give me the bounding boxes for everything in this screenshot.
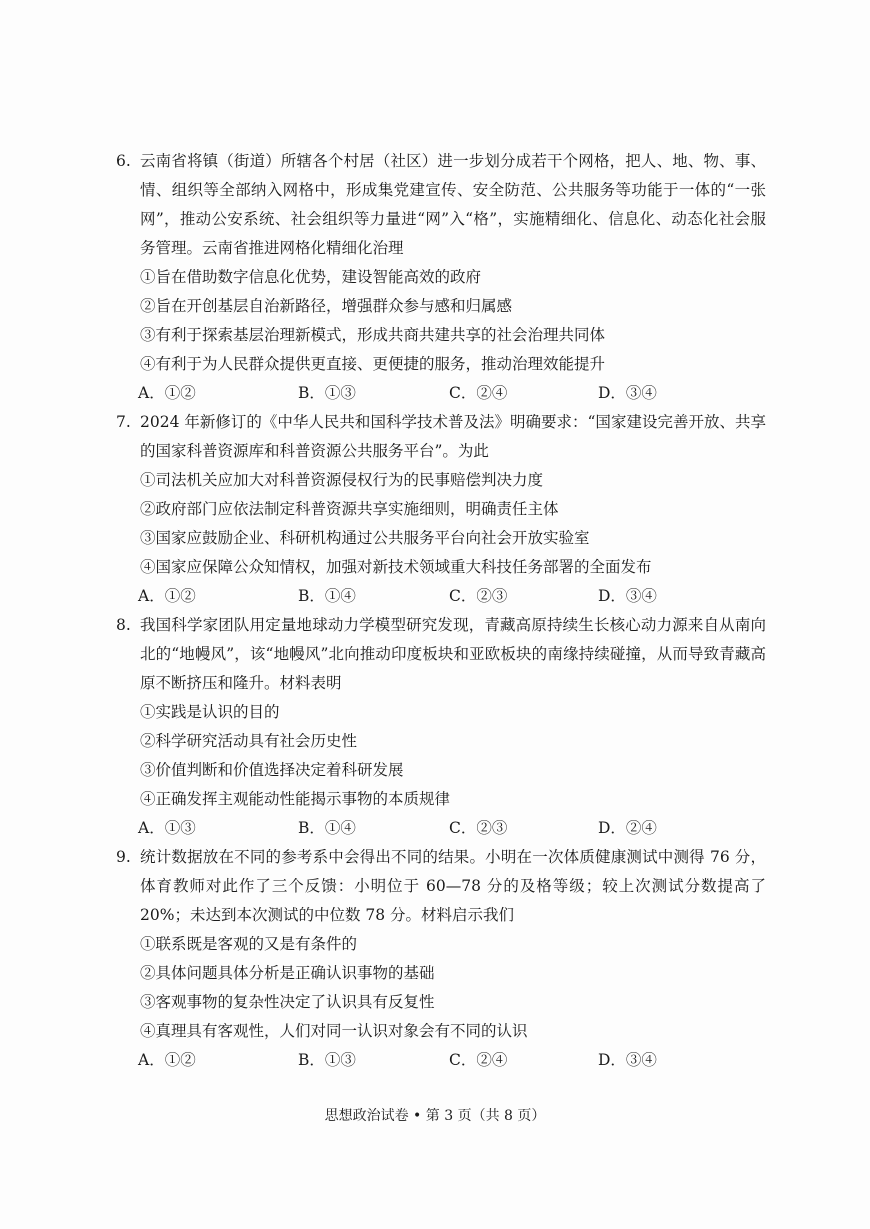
question-7	[116, 408, 766, 611]
statement-item: ④真理具有客观性，人们对同一认识对象会有不同的认识	[140, 1022, 528, 1040]
option-a: A．①③	[138, 819, 196, 837]
statement-list	[140, 263, 766, 379]
question-number: 9.	[116, 848, 131, 866]
answer-options	[138, 1046, 766, 1075]
statement-item: ④国家应保障公众知情权，加强对新技术领域重大科技任务部署的全面发布	[140, 558, 652, 576]
option-b: B．①③	[298, 384, 356, 402]
answer-options	[138, 379, 766, 408]
statement-item: ①旨在借助数字信息化优势，建设智能高效的政府	[140, 268, 482, 286]
statement-item: ②政府部门应依法制定科普资源共享实施细则，明确责任主体	[140, 500, 559, 518]
option-b: B．①③	[298, 1051, 356, 1069]
option-c: C．②④	[449, 1051, 508, 1069]
statement-item: ③有利于探索基层治理新模式，形成共商共建共享的社会治理共同体	[140, 326, 606, 344]
option-c: C．②④	[449, 384, 508, 402]
option-d: D．③④	[598, 384, 657, 402]
statement-item: ①实践是认识的目的	[140, 703, 280, 721]
statement-item: ③价值判断和价值选择决定着科研发展	[140, 761, 404, 779]
answer-options	[138, 814, 766, 843]
option-a: A．①②	[138, 384, 196, 402]
statement-item: ②科学研究活动具有社会历史性	[140, 732, 358, 750]
statement-item: ②旨在开创基层自治新路径，增强群众参与感和归属感	[140, 297, 513, 315]
statement-item: ②具体问题具体分析是正确认识事物的基础	[140, 964, 435, 982]
statement-list	[140, 466, 766, 582]
question-6	[116, 147, 766, 408]
option-d: D．③④	[598, 587, 657, 605]
question-stem: 我国科学家团队用定量地球动力学模型研究发现，青藏高原持续生长核心动力源来自从南向北的“地幔风”，该“地幔风”北向推动印度板块和亚欧板块的南缘持续碰撞，从而导致青藏高原不断挤压和隆升。材料表明	[140, 616, 766, 692]
statement-item: ③客观事物的复杂性决定了认识具有反复性	[140, 993, 435, 1011]
question-9	[116, 843, 766, 1075]
question-list	[116, 147, 766, 1075]
answer-options	[138, 582, 766, 611]
question-8	[116, 611, 766, 843]
option-a: A．①②	[138, 1051, 196, 1069]
statement-item: ③国家应鼓励企业、科研机构通过公共服务平台向社会开放实验室	[140, 529, 590, 547]
option-d: D．②④	[598, 819, 657, 837]
question-number: 8.	[116, 616, 131, 634]
statement-item: ④有利于为人民群众提供更直接、更便捷的服务，推动治理效能提升	[140, 355, 606, 373]
option-c: C．②③	[449, 587, 508, 605]
statement-item: ④正确发挥主观能动性能揭示事物的本质规律	[140, 790, 451, 808]
question-number: 6.	[116, 152, 131, 170]
option-b: B．①④	[298, 587, 356, 605]
question-stem: 2024 年新修订的《中华人民共和国科学技术普及法》明确要求：“国家建设完善开放、共享的国家科普资源库和科普资源公共服务平台”。为此	[140, 413, 766, 460]
statement-list	[140, 930, 766, 1046]
option-d: D．③④	[598, 1051, 657, 1069]
option-a: A．①②	[138, 587, 196, 605]
statement-item: ①司法机关应加大对科普资源侵权行为的民事赔偿判决力度	[140, 471, 544, 489]
statement-list	[140, 698, 766, 814]
question-stem: 统计数据放在不同的参考系中会得出不同的结果。小明在一次体质健康测试中测得 76 分，体育教师对此作了三个反馈：小明位于 60—78 分的及格等级；较上次测试分数提高了 20%；未达到本次测试的中位数 78 分。材料启示我们	[140, 848, 766, 924]
option-c: C．②③	[449, 819, 508, 837]
question-stem: 云南省将镇（街道）所辖各个村居（社区）进一步划分成若干个网格，把人、地、物、事、情、组织等全部纳入网格中，形成集党建宣传、安全防范、公共服务等功能于一体的“一张网”，推动公安系统、社会组织等力量进“网”入“格”，实施精细化、信息化、动态化社会服务管理。云南省推进网格化精细化治理	[140, 152, 766, 257]
option-b: B．①④	[298, 819, 356, 837]
question-number: 7.	[116, 413, 131, 431]
page-footer: 思想政治试卷 • 第 3 页（共 8 页）	[324, 1108, 546, 1124]
statement-item: ①联系既是客观的又是有条件的	[140, 935, 358, 953]
